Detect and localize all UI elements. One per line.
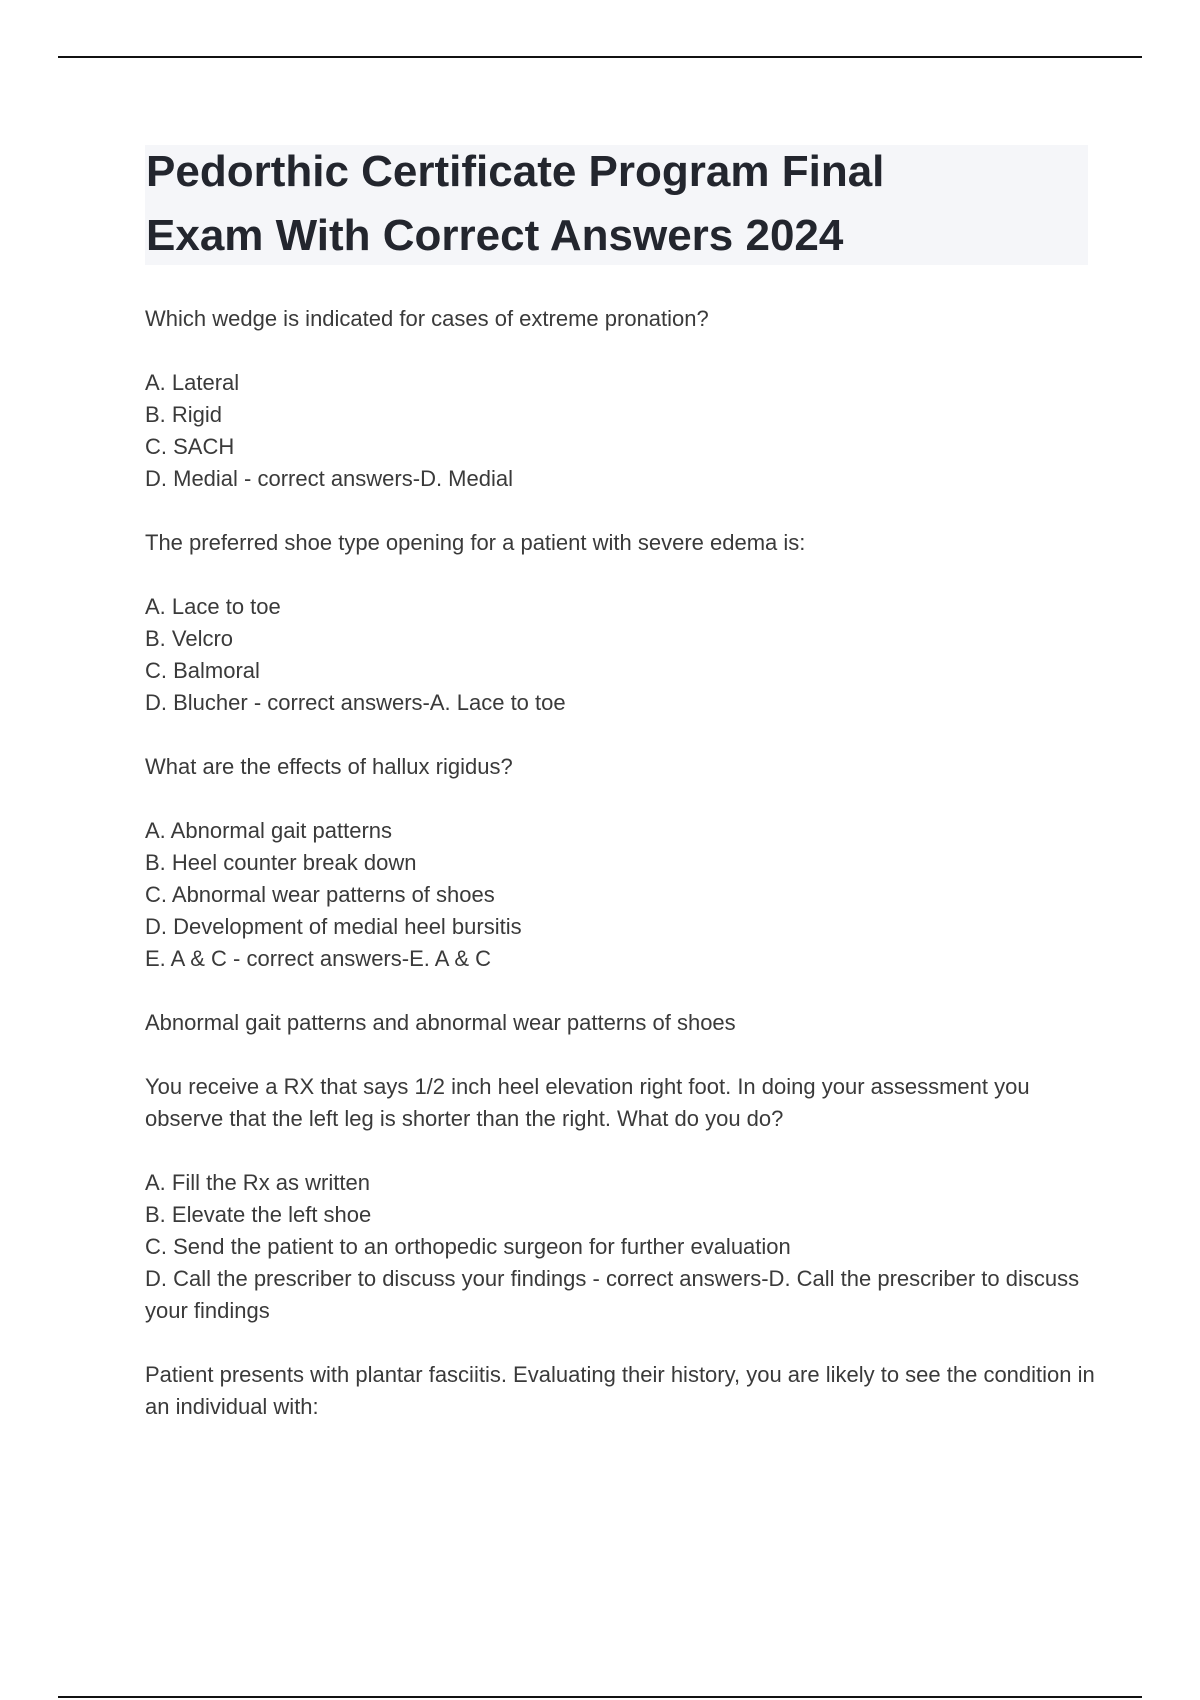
option-c: C. Abnormal wear patterns of shoes xyxy=(145,882,495,907)
footer-rule xyxy=(58,1696,1142,1698)
option-b: B. Elevate the left shoe xyxy=(145,1202,372,1227)
answer-explanation: Abnormal gait patterns and abnormal wear patterns of shoes xyxy=(145,1010,736,1035)
option-d: D. Development of medial heel bursitis xyxy=(145,914,522,939)
question-block-1 xyxy=(145,303,1095,495)
option-c: C. Balmoral xyxy=(145,658,260,683)
question-text: You receive a RX that says 1/2 inch heel elevation right foot. In doing your assessment you observe that the left leg is shorter than the right. What do you do? xyxy=(145,1074,1030,1131)
option-c: C. SACH xyxy=(145,434,235,459)
title-line-2: Exam With Correct Answers 2024 xyxy=(146,211,844,260)
option-d: D. Medial - correct answers-D. Medial xyxy=(145,466,513,491)
option-b: B. Rigid xyxy=(145,402,223,427)
answer-options xyxy=(145,367,1095,495)
question-text: Which wedge is indicated for cases of extreme pronation? xyxy=(145,306,709,331)
answer-options xyxy=(145,591,1095,719)
document-body xyxy=(145,303,1095,1423)
option-a: A. Lace to toe xyxy=(145,594,281,619)
answer-options xyxy=(145,1167,1095,1327)
option-a: A. Lateral xyxy=(145,370,240,395)
option-e: E. A & C - correct answers-E. A & C xyxy=(145,946,492,971)
question-text: The preferred shoe type opening for a patient with severe edema is: xyxy=(145,530,806,555)
option-b: B. Heel counter break down xyxy=(145,850,417,875)
option-c: C. Send the patient to an orthopedic surgeon for further evaluation xyxy=(145,1234,791,1259)
question-text: What are the effects of hallux rigidus? xyxy=(145,754,513,779)
answer-options xyxy=(145,815,1095,975)
option-a: A. Fill the Rx as written xyxy=(145,1170,370,1195)
question-block-4 xyxy=(145,1071,1095,1327)
question-block-2 xyxy=(145,527,1095,719)
question-text-5: Patient presents with plantar fasciitis. Evaluating their history, you are likely to see the condition in an individual with: xyxy=(145,1362,1095,1419)
option-a: A. Abnormal gait patterns xyxy=(145,818,393,843)
option-d: D. Call the prescriber to discuss your findings - correct answers-D. Call the prescriber to discuss your findings xyxy=(145,1266,1080,1323)
option-d: D. Blucher - correct answers-A. Lace to toe xyxy=(145,690,566,715)
document-title xyxy=(146,140,1046,268)
header-rule xyxy=(58,56,1142,58)
title-line-1: Pedorthic Certificate Program Final xyxy=(146,147,885,196)
question-block-3 xyxy=(145,751,1095,975)
option-b: B. Velcro xyxy=(145,626,234,651)
